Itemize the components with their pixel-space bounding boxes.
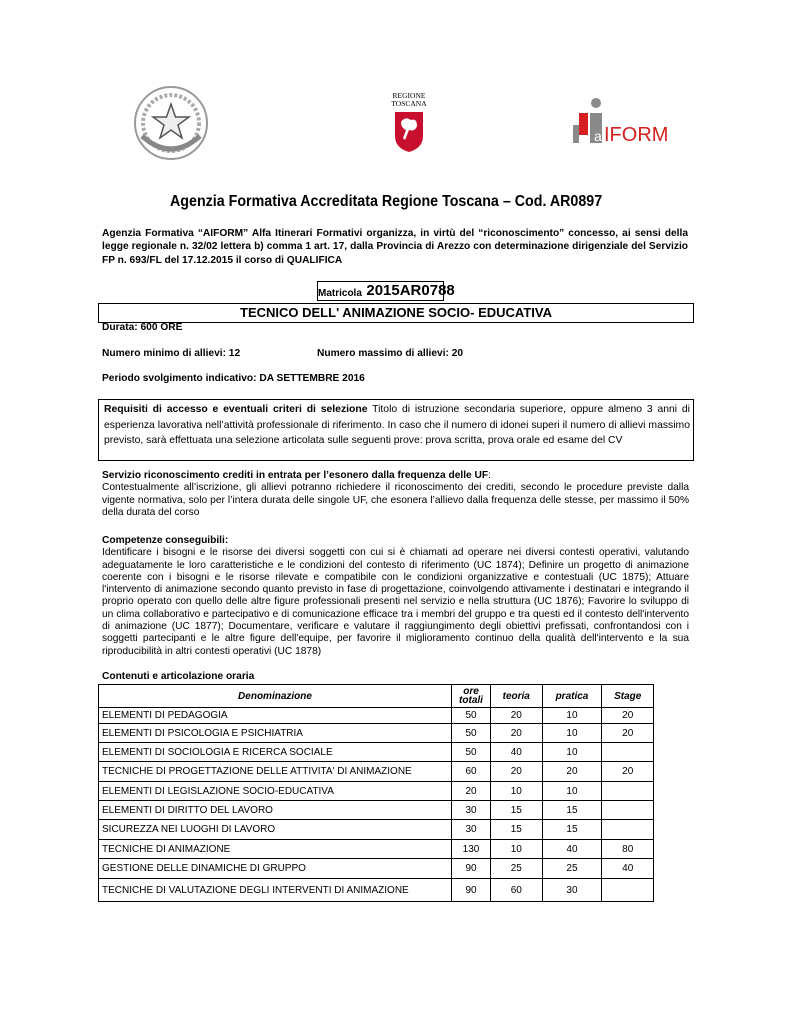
italian-republic-emblem <box>132 84 210 162</box>
hours-table <box>98 684 654 902</box>
cell-stage <box>602 820 654 840</box>
cell-ore: 30 <box>452 801 491 820</box>
header-teoria: teoria <box>491 685 543 708</box>
competenze-section <box>102 535 689 658</box>
cell-denominazione: TECNICHE DI PROGETTAZIONE DELLE ATTIVITA' DI ANIMAZIONE <box>99 762 452 782</box>
header-pratica: pratica <box>542 685 602 708</box>
cell-stage: 20 <box>602 762 654 782</box>
cell-teoria: 20 <box>491 708 543 724</box>
aiform-logo <box>570 97 670 149</box>
table-header-row <box>99 685 654 708</box>
requisiti-text: Titolo di istruzione secondaria superiore, oppure almeno 3 anni di esperienza lavorativa nell’attività professionale di riferimento. In caso che il numero di idonei superi il numero di allievi massimo previsto, sarà effettuata una selezione articolata sulle seguenti prove: prova scritta, prova orale ed esame del CV <box>104 404 690 446</box>
cell-pratica: 10 <box>542 782 602 801</box>
cell-pratica: 10 <box>542 708 602 724</box>
durata: Durata: 600 ORE <box>102 322 183 333</box>
table-row <box>99 782 654 801</box>
cell-ore: 90 <box>452 859 491 879</box>
matricola-value: 2015AR0788 <box>366 282 455 299</box>
cell-pratica: 25 <box>542 859 602 879</box>
table-row <box>99 708 654 724</box>
cell-denominazione: SICUREZZA NEI LUOGHI DI LAVORO <box>99 820 452 840</box>
cell-ore: 30 <box>452 820 491 840</box>
table-row <box>99 879 654 902</box>
table-row <box>99 840 654 859</box>
course-title: TECNICO DELL' ANIMAZIONE SOCIO- EDUCATIVA <box>98 303 694 323</box>
agency-title: Agenzia Formativa Accreditata Regione Toscana – Cod. AR0897 <box>170 193 603 210</box>
table-row <box>99 859 654 879</box>
cell-pratica: 10 <box>542 724 602 743</box>
cell-denominazione: ELEMENTI DI SOCIOLOGIA E RICERCA SOCIALE <box>99 743 452 762</box>
cell-ore: 20 <box>452 782 491 801</box>
table-row <box>99 743 654 762</box>
svg-text:IFORM: IFORM <box>604 124 669 146</box>
svg-text:a: a <box>594 128 602 144</box>
cell-ore: 130 <box>452 840 491 859</box>
matricola-label: Matricola <box>318 288 362 299</box>
cell-stage <box>602 782 654 801</box>
cell-pratica: 15 <box>542 820 602 840</box>
crediti-heading: Servizio riconoscimento crediti in entrata per l’esonero dalla frequenza delle UF <box>102 470 489 481</box>
table-caption: Contenuti e articolazione oraria <box>102 671 255 682</box>
crediti-section: Servizio riconoscimento crediti in entrata per l’esonero dalla frequenza delle UF: Contestualmente all’iscrizione, gli allievi potranno richiedere il riconoscimento dei crediti, secondo le procedure previste dalla vigente normativa, solo per l’intera durata delle singole UF, che esonera l’allievo dalla frequenza delle stesse, per massimo il 50% della durata del corso <box>102 470 689 518</box>
cell-pratica: 10 <box>542 743 602 762</box>
periodo: Periodo svolgimento indicativo: DA SETTEMBRE 2016 <box>102 373 365 384</box>
cell-stage: 40 <box>602 859 654 879</box>
min-allievi: Numero minimo di allievi: 12 <box>102 348 241 359</box>
max-allievi: Numero massimo di allievi: 20 <box>317 348 464 359</box>
cell-pratica: 20 <box>542 762 602 782</box>
cell-teoria: 40 <box>491 743 543 762</box>
cell-stage <box>602 879 654 902</box>
header-denominazione: Denominazione <box>99 685 452 708</box>
matricola-box <box>317 281 455 301</box>
cell-denominazione: ELEMENTI DI PEDAGOGIA <box>99 708 452 724</box>
header-stage: Stage <box>602 685 654 708</box>
table-row <box>99 801 654 820</box>
header-ore-totali: ore totali <box>452 685 491 708</box>
cell-ore: 50 <box>452 743 491 762</box>
cell-stage: 20 <box>602 708 654 724</box>
cell-pratica: 15 <box>542 801 602 820</box>
cell-ore: 50 <box>452 708 491 724</box>
cell-stage: 80 <box>602 840 654 859</box>
cell-teoria: 15 <box>491 801 543 820</box>
cell-denominazione: ELEMENTI DI DIRITTO DEL LAVORO <box>99 801 452 820</box>
cell-denominazione: TECNICHE DI ANIMAZIONE <box>99 840 452 859</box>
cell-stage <box>602 801 654 820</box>
cell-denominazione: ELEMENTI DI LEGISLAZIONE SOCIO-EDUCATIVA <box>99 782 452 801</box>
cell-stage: 20 <box>602 724 654 743</box>
cell-ore: 60 <box>452 762 491 782</box>
cell-teoria: 10 <box>491 782 543 801</box>
cell-denominazione: ELEMENTI DI PSICOLOGIA E PSICHIATRIA <box>99 724 452 743</box>
cell-stage <box>602 743 654 762</box>
intro-paragraph: Agenzia Formativa “AIFORM” Alfa Itinerari Formativi organizza, in virtù del “riconoscimento” concesso, ai sensi della legge regionale n. 32/02 lettera b) comma 1 art. 17, dalla Provincia di Arezzo con determinazione dirigenziale del Servizio FP n. 693/FL del 17.12.2015 il corso di QUALIFICA <box>102 228 688 266</box>
table-row <box>99 724 654 743</box>
requisiti-heading: Requisiti di accesso e eventuali criteri di selezione <box>104 404 368 415</box>
crediti-text: Contestualmente all’iscrizione, gli allievi potranno richiedere il riconoscimento dei crediti, secondo le procedure previste dalla vigente normativa, solo per l’intera durata delle singole UF, che esonera l’allievo dalla frequenza delle stesse, per massimo il 50% della durata del corso <box>102 482 689 518</box>
table-row <box>99 762 654 782</box>
requisiti-box <box>98 399 694 461</box>
competenze-text: Identificare i bisogni e le risorse dei diversi soggetti con cui si è chiamati ad operare nei diversi contesti operativi, valutando adeguatamente le loro caratteristiche e le condizioni del contesto di riferimento (UC 1874); Definire un progetto di animazione coerente con i bisogni e le risorse rilevate e compatibile con le condizioni organizzative e contestuali (UC 1875); Attuare l'intervento di animazione secondo quanto previsto in fase di progettazione, coinvolgendo attivamente i destinatari e integrando il proprio operato con quello delle altre figure professionali presenti nel servizio e nella struttura (UC 1876); Favorire lo sviluppo di un clima collaborativo e partecipativo e di comunicazione efficace tra i membri del gruppo e tra questi ed il contesto dell'intervento di animazione (UC 1877); Documentare, verificare e valutare il raggiungimento degli obiettivi prefissati, confrontandosi con i soggetti partecipanti e le altre figure dell'equipe, per favorire il miglioramento continuo della qualità dell'intervento e la sua riproducibilità in altri contesti operativi (UC 1878) <box>102 547 689 657</box>
cell-teoria: 60 <box>491 879 543 902</box>
cell-teoria: 25 <box>491 859 543 879</box>
cell-ore: 90 <box>452 879 491 902</box>
cell-teoria: 10 <box>491 840 543 859</box>
cell-teoria: 20 <box>491 724 543 743</box>
cell-pratica: 40 <box>542 840 602 859</box>
regione-toscana-logo: REGIONE TOSCANA <box>387 92 431 154</box>
cell-ore: 50 <box>452 724 491 743</box>
cell-pratica: 30 <box>542 879 602 902</box>
cell-teoria: 15 <box>491 820 543 840</box>
cell-teoria: 20 <box>491 762 543 782</box>
table-row <box>99 820 654 840</box>
competenze-heading: Competenze conseguibili: <box>102 535 229 546</box>
cell-denominazione: TECNICHE DI VALUTAZIONE DEGLI INTERVENTI DI ANIMAZIONE <box>99 879 452 902</box>
cell-denominazione: GESTIONE DELLE DINAMICHE DI GRUPPO <box>99 859 452 879</box>
